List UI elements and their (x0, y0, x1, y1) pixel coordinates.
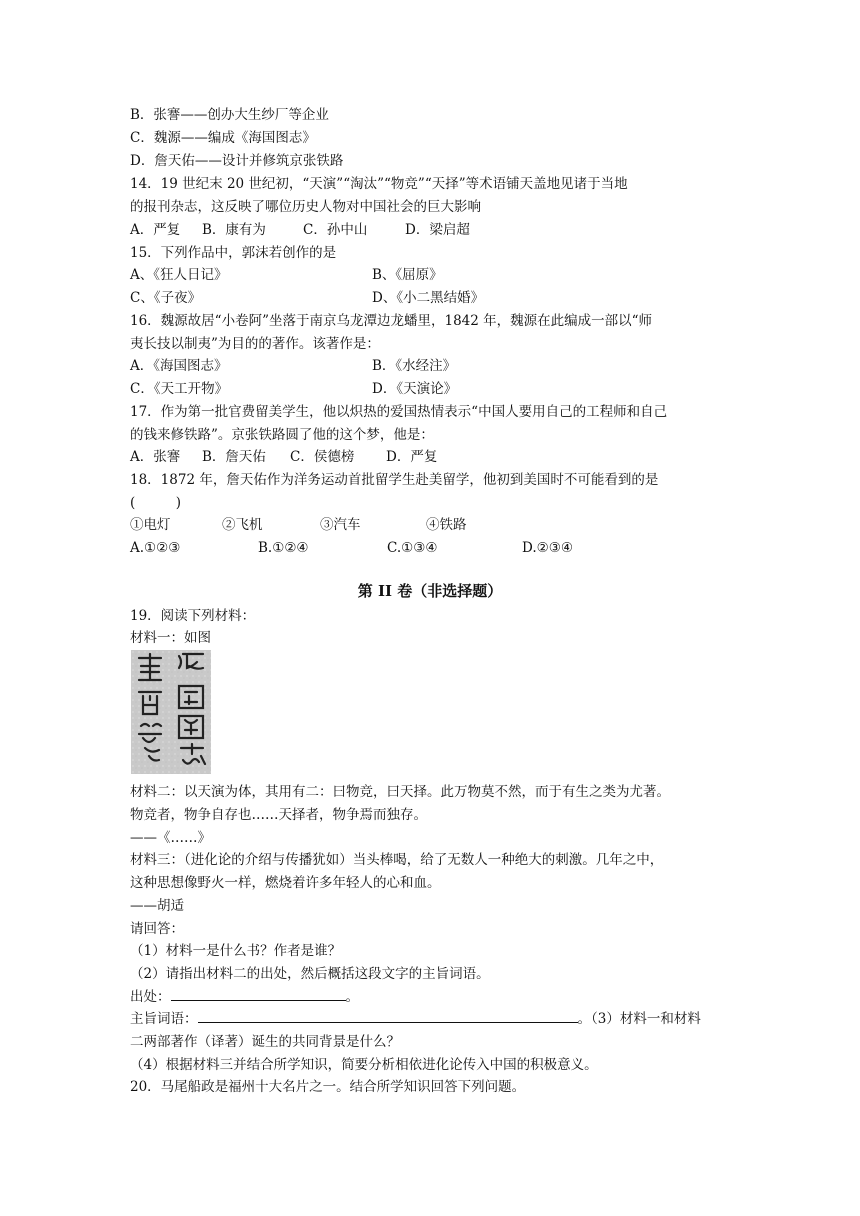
q17-option-c: C．侯德榜 (290, 449, 355, 465)
q14-option-d: D．梁启超 (405, 222, 470, 238)
q17-option-d: D．严复 (386, 449, 438, 465)
theme-answer-blank[interactable] (198, 1008, 578, 1023)
q19-material2-line1: 材料二：以天演为体，其用有二：曰物竞，曰天择。此万物莫不然，而于有生之类为尤著。 (130, 784, 670, 800)
q19-material3-line2: 这种思想像野火一样，燃烧着许多年轻人的心和血。 (130, 875, 441, 891)
q14-stem-line2: 的报刊杂志，这反映了哪位历史人物对中国社会的巨大影响 (130, 199, 481, 215)
q14-option-b: B．康有为 (202, 222, 266, 238)
prev-option-d: D．詹天佑——设计并修筑京张铁路 (130, 153, 344, 169)
theme-end: 。（3）材料一和材料 (577, 1011, 701, 1027)
q16-stem-line2: 夷长技以制夷”为目的的著作。该著作是： (130, 336, 380, 352)
source-answer-blank[interactable] (171, 986, 346, 1001)
q18-item-2: ②飞机 (222, 517, 263, 533)
seal-script-drawing (131, 650, 211, 774)
q19-sub4: （4）根据材料三并结合所学知识，简要分析相依进化论传入中国的积极意义。 (130, 1057, 598, 1073)
q18-item-3: ③汽车 (320, 517, 361, 533)
q19-material3-line1: 材料三：（进化论的介绍与传播犹如）当头棒喝，给了无数人一种绝大的刺激。几年之中， (130, 852, 664, 868)
q15-option-a: A、《狂人日记》 (130, 267, 228, 283)
source-label: 出处： (130, 989, 171, 1005)
q19-sub2: （2）请指出材料二的出处，然后概括这段文字的主旨词语。 (130, 966, 490, 982)
q17-stem-line2: 的钱来修铁路”。京张铁路圆了他的这个梦，他是： (130, 427, 434, 443)
q18-stem-line2: ( ) (130, 495, 182, 511)
q19-material2-source: ——《……》 (130, 830, 211, 846)
q16-option-c: C．《天工开物》 (130, 381, 229, 397)
q20-stem: 20．马尾船政是福州十大名片之一。结合所学知识回答下列问题。 (130, 1079, 526, 1095)
q19-theme-answer-line (130, 1008, 740, 1030)
q18-stem-line1: 18．1872 年，詹天佑作为洋务运动首批留学生赴美留学，他初到美国时不可能看到的是 (130, 472, 659, 488)
prev-option-c: C．魏源——编成《海国图志》 (130, 130, 316, 146)
q19-material2-line2: 物竞者，物争自存也……天择者，物争焉而独存。 (130, 807, 427, 823)
theme-label: 主旨词语： (130, 1011, 198, 1027)
q15-option-d: D、《小二黑结婚》 (372, 290, 485, 306)
q19-material3-source: ——胡适 (130, 898, 184, 914)
q19-ask: 请回答： (130, 921, 184, 937)
source-end: 。 (345, 989, 359, 1005)
q14-stem-line1: 14．19 世纪末 20 世纪初，“天演”“淘汰”“物竞”“天择”等术语铺天盖地见诸于当地 (130, 176, 628, 192)
q16-stem-line1: 16．魏源故居“小卷阿”坐落于南京乌龙潭边龙蟠里，1842 年，魏源在此编成一部以“师 (130, 313, 653, 329)
q16-option-d: D．《天演论》 (372, 381, 458, 397)
q15-stem: 15．下列作品中，郭沫若创作的是 (130, 245, 337, 261)
q14-option-c: C．孙中山 (303, 222, 368, 238)
prev-option-b: B．张謇——创办大生纱厂等企业 (130, 107, 329, 123)
q14-option-a: A．严复 (130, 222, 181, 238)
q19-source-answer-line (130, 986, 740, 1008)
q17-option-a: A．张謇 (130, 449, 181, 465)
seal-script-image (131, 650, 211, 774)
q15-option-c: C、《子夜》 (130, 290, 202, 306)
q16-option-b: B．《水经注》 (372, 358, 457, 374)
q18-option-d: D.②③④ (522, 540, 573, 556)
q19-sub3-continued: 二两部著作（译著）诞生的共同背景是什么？ (130, 1034, 400, 1050)
q19-material1-label: 材料一：如图 (130, 630, 211, 646)
section-title: 第 II 卷（非选择题） (357, 582, 503, 600)
q19-sub1: （1）材料一是什么书？作者是谁？ (130, 943, 342, 959)
q16-option-a: A．《海国图志》 (130, 358, 228, 374)
q17-option-b: B．詹天佑 (202, 449, 266, 465)
q18-item-4: ④铁路 (426, 517, 467, 533)
q17-stem-line1: 17．作为第一批官费留美学生，他以炽热的爱国热情表示“中国人要用自己的工程师和自己 (130, 404, 668, 420)
q18-option-a: A.①②③ (130, 540, 181, 556)
q18-option-c: C.①③④ (387, 540, 438, 556)
q15-option-b: B、《屈原》 (372, 267, 443, 283)
q18-item-1: ①电灯 (130, 517, 171, 533)
q19-stem: 19．阅读下列材料： (130, 608, 256, 624)
q18-option-b: B.①②④ (258, 540, 309, 556)
